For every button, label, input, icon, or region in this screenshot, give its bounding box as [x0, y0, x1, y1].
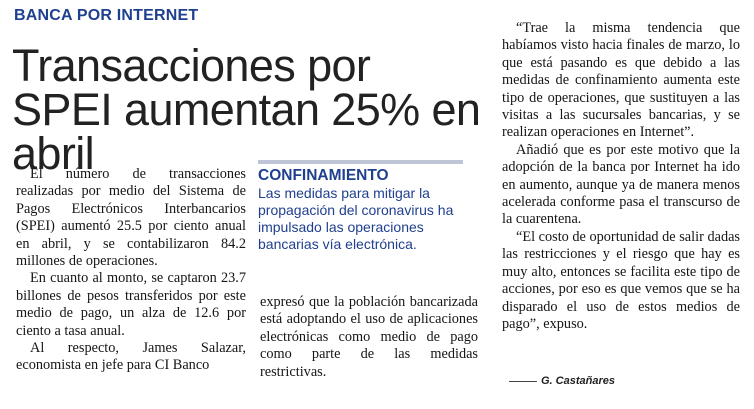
byline-author: G. Castañares [541, 375, 615, 387]
sidebar-title: CONFINAMIENTO [258, 167, 389, 184]
sidebar-body: Las medidas para mitigar la propagación del coronavirus ha impulsado las operaciones bancarias vía electrónica. [258, 185, 454, 252]
section-kicker: BANCA POR INTERNET [14, 7, 199, 24]
byline-dash [509, 381, 537, 382]
sidebar-box [258, 160, 463, 253]
paragraph: “El costo de oportunidad de salir dadas las restricciones y el riesgo que hay es muy alto, entonces se facilita este tipo de acciones, por eso es que vemos que se ha disparado el uso de estos medios de pago”, expuso. [502, 228, 740, 332]
paragraph: Al respecto, James Salazar, economista en jefe para CI Banco [16, 340, 246, 374]
article-column-2 [260, 294, 478, 381]
article-column-1 [16, 166, 246, 375]
headline: Transacciones por SPEI aumentan 25% en abril [12, 40, 481, 179]
paragraph: En cuanto al monto, se captaron 23.7 billones de pesos transferidos por este medio de pago, un alza de 12.6 por ciento a tasa anual. [16, 270, 246, 339]
sidebar-rule [258, 160, 463, 164]
paragraph: “Trae la misma tendencia que habíamos visto hacia finales de marzo, lo que está pasando es que debido a las medidas de confinamiento aumenta este tipo de operaciones, que sustituyen a las visitas a las sucursales bancarias, y se realizan operaciones en Internet”. [502, 20, 740, 141]
paragraph: El número de transacciones realizadas por medio del Sistema de Pagos Electrónicos Interbancarios (SPEI) aumentó 25.5 por ciento anual en abril, y se contabilizaron 84.2 millones de operaciones. [16, 166, 246, 270]
byline [509, 375, 709, 387]
paragraph: Añadió que es por este motivo que la adopción de la banca por Internet ha ido en aumento, aunque ya de manera menos acelerada conforme pasa el transcurso de la cuarentena. [502, 141, 740, 228]
article-column-3 [502, 20, 740, 333]
paragraph: expresó que la población bancarizada está adoptando el uso de aplicaciones electrónicas como medio de pago como parte de las medidas restrictivas. [260, 294, 478, 380]
